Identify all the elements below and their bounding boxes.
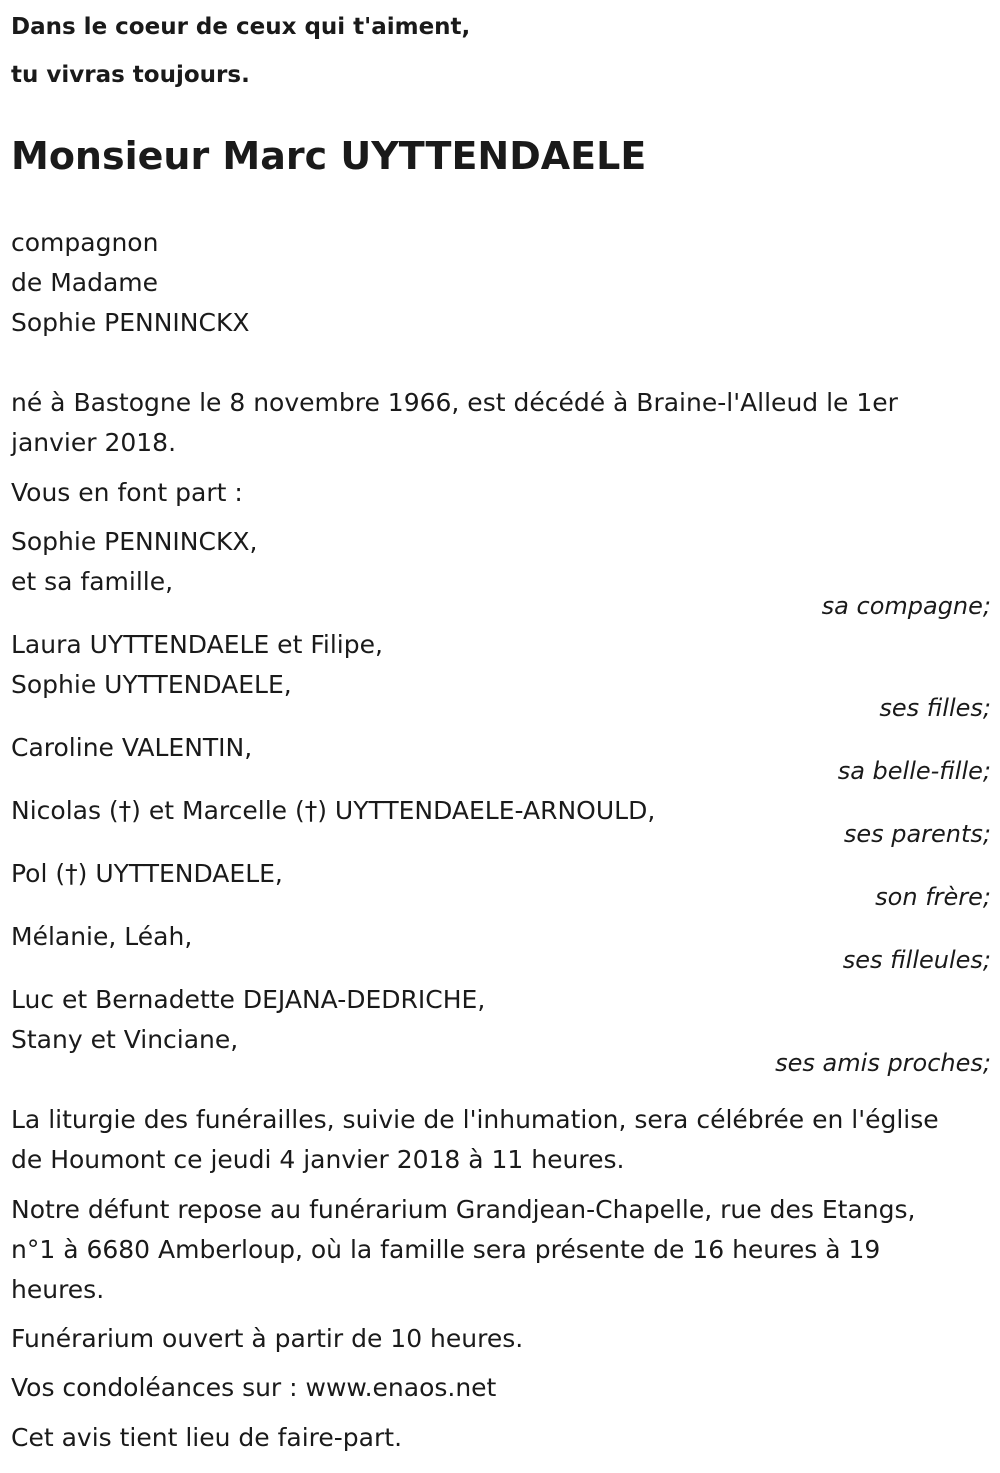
opening-hours-text: Funérarium ouvert à partir de 10 heures. [11, 1324, 524, 1353]
epigraph-line-2: tu vivras toujours. [11, 62, 250, 88]
closing-text: Cet avis tient lieu de faire-part. [11, 1423, 403, 1452]
condolences-text: Vos condoléances sur : www.enaos.net [11, 1373, 497, 1402]
family-name: Pol (†) UYTTENDAELE, [11, 859, 283, 888]
repose-line-2: n°1 à 6680 Amberloup, où la famille sera présente de 16 heures à 19 [11, 1235, 881, 1264]
family-name: Luc et Bernadette DEJANA-DEDRICHE, [11, 985, 486, 1014]
companion-line-3: Sophie PENNINCKX [11, 308, 250, 337]
family-name: Caroline VALENTIN, [11, 733, 253, 762]
announce-text: Vous en font part : [11, 478, 243, 507]
family-name: Sophie UYTTENDAELE, [11, 670, 292, 699]
family-role: ses parents; [843, 820, 991, 848]
family-role: son frère; [875, 883, 991, 911]
family-name: Mélanie, Léah, [11, 922, 193, 951]
birth-death-line-2: janvier 2018. [11, 428, 177, 457]
funeral-line-2: de Houmont ce jeudi 4 janvier 2018 à 11 heures. [11, 1145, 625, 1174]
family-name: Nicolas (†) et Marcelle (†) UYTTENDAELE-ARNOULD, [11, 796, 656, 825]
family-role: sa compagne; [821, 592, 991, 620]
epigraph-line-1: Dans le coeur de ceux qui t'aiment, [11, 14, 471, 40]
family-name: Sophie PENNINCKX, [11, 527, 258, 556]
funeral-line-1: La liturgie des funérailles, suivie de l'inhumation, sera célébrée en l'église [11, 1105, 939, 1134]
companion-line-2: de Madame [11, 268, 159, 297]
family-role: ses amis proches; [775, 1049, 991, 1077]
repose-line-3: heures. [11, 1275, 105, 1304]
repose-line-1: Notre défunt repose au funérarium Grandjean-Chapelle, rue des Etangs, [11, 1195, 916, 1224]
family-name: et sa famille, [11, 567, 174, 596]
family-role: sa belle-fille; [837, 757, 991, 785]
deceased-name: Monsieur Marc UYTTENDAELE [11, 134, 647, 178]
companion-line-1: compagnon [11, 228, 159, 257]
family-name: Laura UYTTENDAELE et Filipe, [11, 630, 383, 659]
family-role: ses filles; [879, 694, 991, 722]
family-name: Stany et Vinciane, [11, 1025, 239, 1054]
birth-death-line-1: né à Bastogne le 8 novembre 1966, est décédé à Braine-l'Alleud le 1er [11, 388, 898, 417]
family-role: ses filleules; [842, 946, 991, 974]
